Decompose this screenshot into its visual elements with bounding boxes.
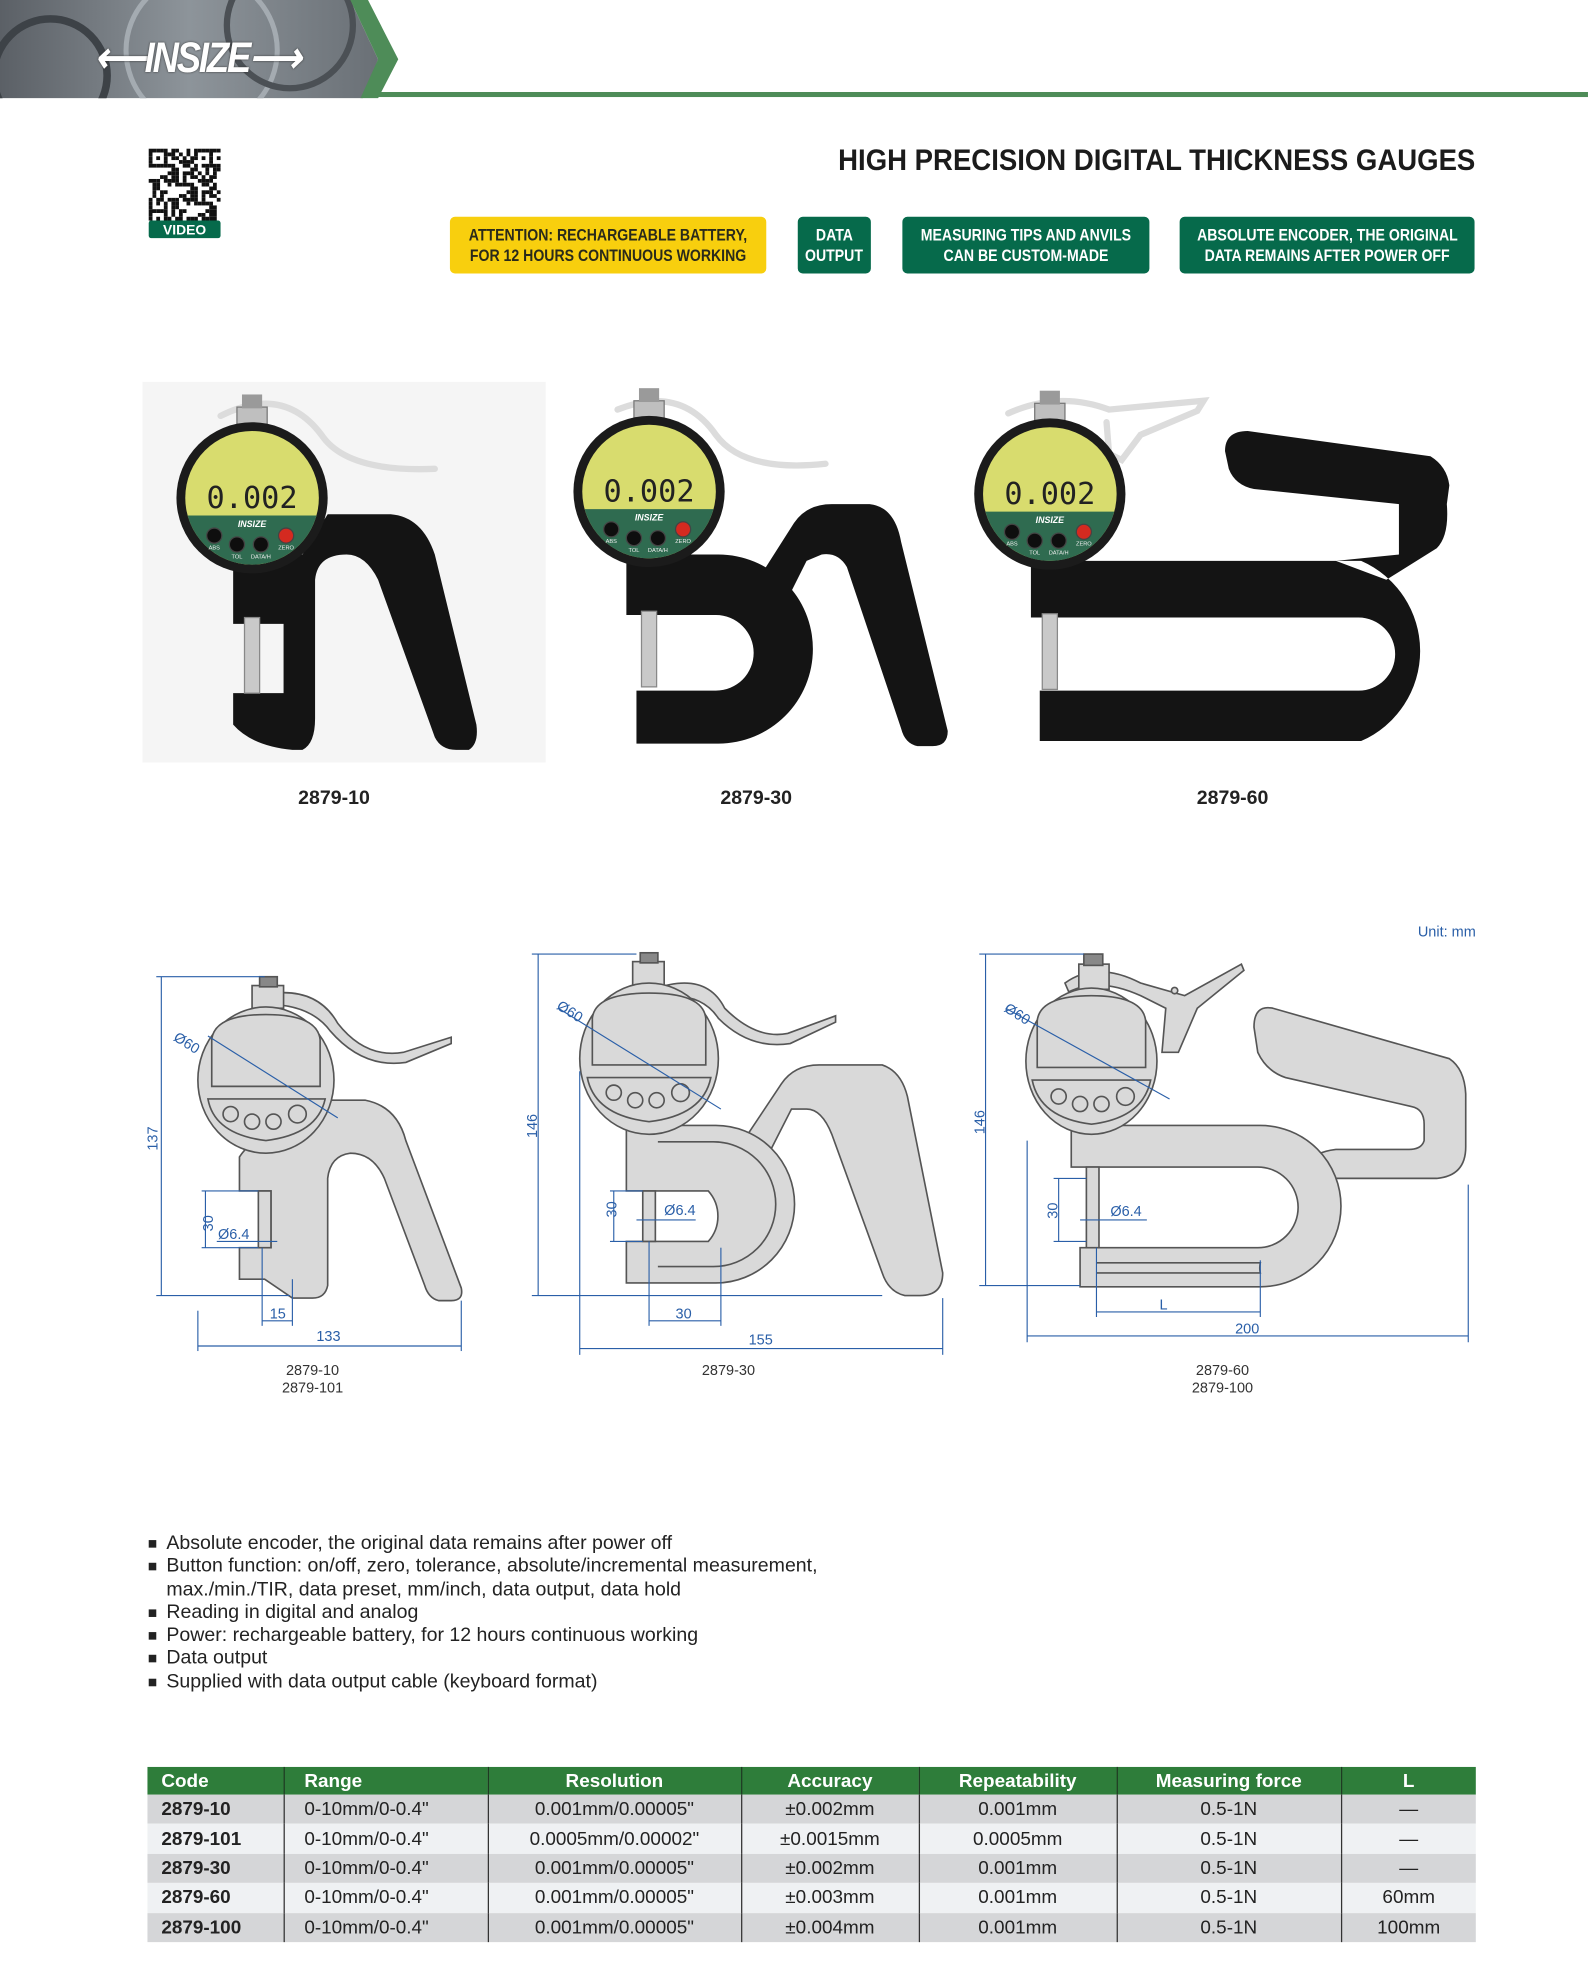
column-header: Accuracy [741,1767,919,1795]
table-cell: 2879-60 [147,1883,283,1912]
drawing-2879-30 [580,953,943,1296]
table-cell: — [1341,1795,1476,1824]
dim-tip-diameter: Ø6.4 [1110,1204,1142,1221]
dial-button-label: ZERO [1075,541,1092,548]
table-cell: 0.5-1N [1117,1913,1341,1942]
dial-logo: INSIZE [237,518,267,529]
table-cell: 2879-30 [147,1854,283,1883]
logo-text: INSIZE [144,34,250,82]
dim-tip-diameter: Ø6.4 [664,1202,696,1219]
table-header-row [147,1767,1475,1795]
model-label: 2879-10 [298,787,370,810]
unit-label: Unit: mm [1417,925,1476,941]
table-row [147,1854,1475,1883]
dial-button-label: DATA/H [1048,550,1069,557]
dial-logo: INSIZE [634,512,664,523]
feature-text: Button function: on/off, zero, tolerance, absolute/incremental measurement, [166,1555,818,1578]
bullet-icon [149,1655,157,1663]
column-header: Measuring force [1117,1767,1341,1795]
table-row [147,1913,1475,1942]
drawing-caption: 2879-100 [1191,1380,1254,1397]
table-cell: ±0.002mm [741,1795,919,1824]
table-cell: ±0.004mm [741,1913,919,1942]
column-header: Repeatability [919,1767,1117,1795]
dial-button-label: ABS [605,539,617,546]
dial-button-label: TOL [628,548,640,555]
bullet-icon [149,1678,157,1686]
model-label: 2879-60 [1196,787,1269,810]
feature-list [149,1533,818,1694]
model-label: 2879-30 [720,787,793,810]
lcd-reading: 0.002 [1004,477,1096,513]
feature-item [149,1671,818,1694]
dim-tip-diameter: Ø6.4 [218,1226,250,1243]
feature-item [149,1533,818,1556]
dial-button-label: ABS [1006,541,1018,548]
spec-table [147,1767,1475,1942]
dim-dial-diameter: Ø60 [553,998,586,1027]
badge-line: MEASURING TIPS AND ANVILS [920,224,1132,244]
dim-height: 146 [524,1113,541,1139]
table-cell: 0.001mm [919,1854,1117,1883]
dim-depth: 15 [269,1306,286,1323]
feature-item [149,1625,818,1648]
table-cell: 0.001mm/0.00005" [488,1883,741,1912]
dial-button-label: TOL [231,554,243,561]
drawing-caption: 2879-30 [701,1362,756,1379]
column-header: Resolution [488,1767,741,1795]
dial-logo: INSIZE [1035,515,1065,526]
table-cell: 100mm [1341,1913,1476,1942]
dial-button-label: ZERO [675,539,691,546]
dial-button-label: DATA/H [250,554,271,561]
badge-line: DATA REMAINS AFTER POWER OFF [1204,245,1450,265]
feature-text: Absolute encoder, the original data remains after power off [166,1532,673,1554]
dim-travel: 30 [604,1201,621,1218]
lcd-reading: 0.002 [206,480,298,516]
table-cell: 0.001mm/0.00005" [488,1795,741,1824]
table-cell: 0.5-1N [1117,1854,1341,1883]
table-cell: 0.001mm [919,1883,1117,1912]
table-cell: ±0.002mm [741,1854,919,1883]
badge-line: ATTENTION: RECHARGEABLE BATTERY, [468,224,748,244]
table-cell: — [1341,1824,1476,1853]
table-cell: 0-10mm/0-0.4" [284,1824,488,1853]
bullet-icon [149,1563,157,1571]
dim-width: 200 [1235,1321,1260,1338]
dim-height: 137 [145,1126,162,1151]
feature-text: max./min./TIR, data preset, mm/inch, data output, data hold [166,1578,682,1601]
dim-dial-diameter: Ø60 [170,1029,203,1058]
dial-button-label: ZERO [278,545,294,552]
feature-text: Supplied with data output cable (keyboard format) [166,1670,598,1693]
feature-text: Power: rechargeable battery, for 12 hours continuous working [166,1624,699,1647]
dim-travel: 30 [1045,1202,1062,1219]
badge-line: FOR 12 HOURS CONTINUOUS WORKING [469,245,747,265]
page-title: HIGH PRECISION DIGITAL THICKNESS GAUGES [838,143,1476,177]
drawing-2879-60 [1026,954,1466,1287]
table-cell: 0.0005mm [919,1824,1117,1853]
lcd-reading: 0.002 [603,474,695,510]
column-header: L [1341,1767,1476,1795]
table-cell: 0.001mm [919,1795,1117,1824]
qr-video-label: VIDEO [163,221,207,238]
feature-text: Data output [166,1647,268,1670]
table-row [147,1795,1475,1824]
table-row [147,1824,1475,1853]
table-cell: 0-10mm/0-0.4" [284,1883,488,1912]
table-cell: ±0.003mm [741,1883,919,1912]
table-cell: 0.5-1N [1117,1883,1341,1912]
dial-button-label: TOL [1029,550,1041,557]
feature-item [149,1648,818,1671]
dim-depth: 30 [675,1306,692,1323]
feature-text: Reading in digital and analog [166,1601,419,1624]
table-cell: — [1341,1854,1476,1883]
table-cell: 2879-101 [147,1824,283,1853]
table-cell: 2879-100 [147,1913,283,1942]
dim-travel: 30 [200,1215,217,1232]
table-cell: 0-10mm/0-0.4" [284,1913,488,1942]
badge-line: DATA [815,224,853,244]
table-row [147,1883,1475,1912]
drawing-caption: 2879-60 [1195,1362,1250,1379]
table-cell: 60mm [1341,1883,1476,1912]
badge-line: CAN BE CUSTOM-MADE [943,245,1109,265]
bullet-icon [149,1609,157,1617]
column-header: Range [284,1767,488,1795]
dial-button-label: ABS [208,545,220,552]
dim-height: 146 [972,1110,989,1135]
badge-line: ABSOLUTE ENCODER, THE ORIGINAL [1196,224,1458,244]
column-header: Code [147,1767,283,1795]
feature-item [149,1602,818,1625]
bullet-icon [149,1632,157,1640]
table-cell: 2879-10 [147,1795,283,1824]
feature-item [149,1556,818,1579]
table-cell: 0.5-1N [1117,1824,1341,1853]
table-cell: 0.5-1N [1117,1795,1341,1824]
table-cell: ±0.0015mm [741,1824,919,1853]
drawing-caption: 2879-101 [281,1380,344,1397]
badge-line: OUTPUT [805,245,864,265]
drawing-2879-10 [198,977,462,1301]
table-cell: 0.001mm/0.00005" [488,1854,741,1883]
dim-width: 155 [748,1332,773,1349]
drawing-caption: 2879-10 [285,1362,340,1379]
table-cell: 0.0005mm/0.00002" [488,1824,741,1853]
dial-button-label: DATA/H [647,548,668,555]
dim-length-L: L [1159,1297,1168,1314]
table-cell: 0.001mm [919,1913,1117,1942]
table-cell: 0-10mm/0-0.4" [284,1854,488,1883]
table-cell: 0-10mm/0-0.4" [284,1795,488,1824]
dim-dial-diameter: Ø60 [1001,1000,1033,1029]
table-cell: 0.001mm/0.00005" [488,1913,741,1942]
dim-width: 133 [316,1328,341,1345]
bullet-icon [149,1540,157,1548]
insize-logo: ⟵INSIZE⟶ [94,34,300,82]
feature-item-continuation [149,1579,818,1602]
